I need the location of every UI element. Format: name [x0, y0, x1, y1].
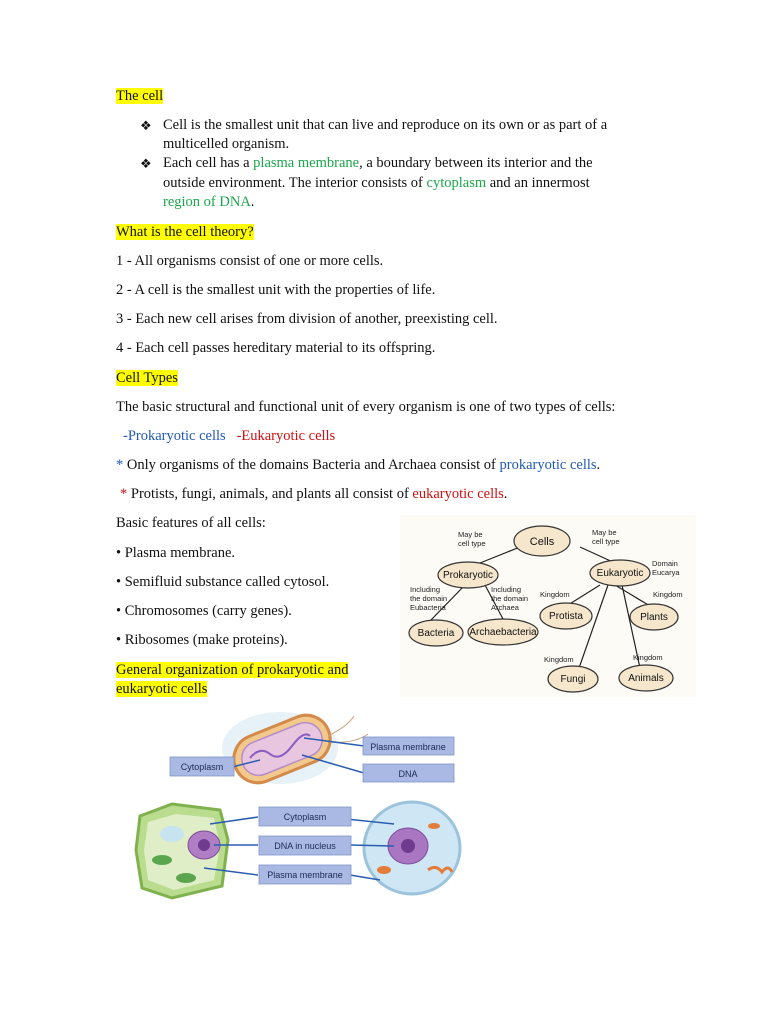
cell-organization-diagram [132, 700, 462, 902]
svg-text:Prokaryotic: Prokaryotic [442, 570, 494, 581]
heading-general-organization-2: eukaryotic cells [116, 681, 208, 697]
prokaryotic-cell-illustration [222, 708, 368, 790]
svg-text:Eukaryotic: Eukaryotic [596, 568, 644, 579]
types-intro: The basic structural and functional unit of every organism is one of two types of cells: [116, 399, 616, 415]
cell-type-labels: -Prokaryotic cells -Eukaryotic cells [123, 428, 336, 444]
svg-text:Animals: Animals [628, 673, 664, 684]
feature-item: • Ribosomes (make proteins). [116, 632, 288, 648]
bullet1-line2: multicelled organism. [163, 136, 290, 152]
svg-text:Kingdom: Kingdom [544, 655, 574, 664]
svg-text:the domain: the domain [410, 594, 448, 603]
svg-text:May be: May be [592, 528, 617, 537]
svg-text:Cells: Cells [529, 536, 555, 548]
bullet2-line2: outside environment. The interior consists of cytoplasm and an innermost [163, 175, 590, 191]
svg-text:Cytoplasm: Cytoplasm [180, 762, 224, 772]
theory-item: 4 - Each cell passes hereditary material to its offspring. [116, 340, 436, 356]
svg-text:Archaebacteria: Archaebacteria [469, 627, 537, 638]
svg-text:Including: Including [491, 585, 522, 594]
svg-text:cell type: cell type [592, 537, 620, 546]
svg-text:cell type: cell type [458, 539, 486, 548]
bullet2-line3: region of DNA. [163, 194, 255, 210]
svg-text:Bacteria: Bacteria [417, 628, 455, 639]
plant-cell-illustration [136, 804, 228, 898]
svg-text:Plants: Plants [640, 612, 668, 623]
svg-text:Eucarya: Eucarya [652, 568, 680, 577]
feature-item: • Chromosomes (carry genes). [116, 603, 292, 619]
svg-text:Archaea: Archaea [491, 603, 519, 612]
svg-text:Fungi: Fungi [560, 674, 586, 685]
theory-item: 1 - All organisms consist of one or more cells. [116, 253, 384, 269]
diamond-bullet-icon: ❖ [140, 119, 152, 134]
svg-text:Cytoplasm: Cytoplasm [283, 812, 327, 822]
svg-text:the domain: the domain [491, 594, 529, 603]
bullet2-line1: Each cell has a plasma membrane, a boundary between its interior and the [163, 155, 593, 171]
svg-text:Domain: Domain [652, 559, 678, 568]
feature-item: • Plasma membrane. [116, 545, 236, 561]
svg-text:Eubacteria: Eubacteria [410, 603, 446, 612]
heading-general-organization: General organization of prokaryotic and [116, 662, 349, 678]
prokaryotic-line: * Only organisms of the domains Bacteria and Archaea consist of prokaryotic cells. [116, 457, 601, 473]
svg-text:Plasma membrane: Plasma membrane [267, 870, 343, 880]
cell-classification-diagram [400, 515, 696, 697]
svg-text:Protista: Protista [549, 611, 583, 622]
diamond-bullet-icon: ❖ [140, 157, 152, 172]
svg-text:May be: May be [458, 530, 483, 539]
bullet1-line1: Cell is the smallest unit that can live and reproduce on its own or as part of a [163, 117, 608, 133]
heading-cell-theory: What is the cell theory? [116, 224, 254, 240]
heading-cell-types: Cell Types [116, 370, 178, 386]
svg-text:Kingdom: Kingdom [633, 653, 663, 662]
svg-text:Plasma membrane: Plasma membrane [370, 742, 446, 752]
svg-text:DNA in nucleus: DNA in nucleus [274, 841, 336, 851]
svg-text:Kingdom: Kingdom [653, 590, 683, 599]
theory-item: 2 - A cell is the smallest unit with the properties of life. [116, 282, 436, 298]
heading-the-cell: The cell [116, 88, 164, 104]
svg-text:Kingdom: Kingdom [540, 590, 570, 599]
svg-text:Including: Including [410, 585, 441, 594]
eukaryotic-line: * Protists, fungi, animals, and plants all consist of eukaryotic cells. [120, 486, 508, 502]
features-heading: Basic features of all cells: [116, 515, 266, 531]
svg-text:DNA: DNA [398, 769, 418, 779]
feature-item: • Semifluid substance called cytosol. [116, 574, 330, 590]
theory-item: 3 - Each new cell arises from division of another, preexisting cell. [116, 311, 498, 327]
